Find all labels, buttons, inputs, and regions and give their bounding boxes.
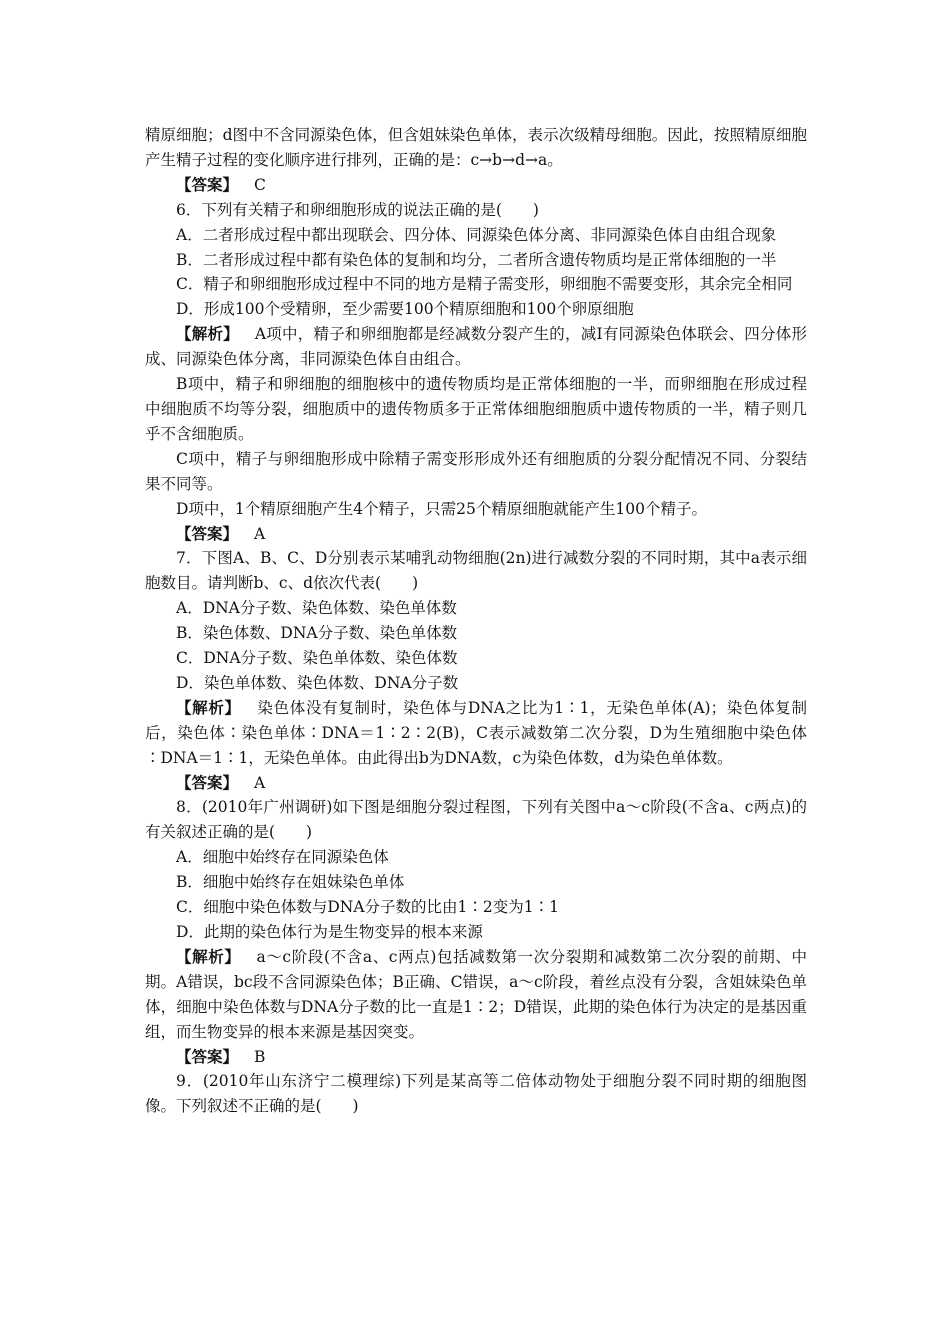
question-stem [145,546,807,596]
paragraph-text: D项中，1个精原细胞产生4个精子，只需25个精原细胞就能产生100个精子。 [176,499,707,518]
question-stem [145,198,807,223]
option-paragraph [145,223,807,248]
analysis-label: 【解析】 [176,946,241,966]
paragraph-text: 6．下列有关精子和卵细胞形成的说法正确的是( ) [176,200,539,219]
paragraph-text: B．二者形成过程中都有染色体的复制和均分，二者所含遗传物质均是正常体细胞的一半 [176,250,777,269]
analysis-paragraph [145,696,807,771]
option-paragraph [145,646,807,671]
paragraph-text: 8．(2010年广州调研)如下图是细胞分裂过程图，下列有关图中a～c阶段(不含a、c两点)的有关叙述正确的是( ) [145,798,807,842]
analysis-paragraph [145,945,807,1045]
paragraph-text: 染色体没有复制时，染色体与DNA之比为1∶1，无染色单体(A)；染色体复制后，染色体∶染色单体∶DNA＝1∶2∶2(B)，C表示减数第二次分裂，D为生殖细胞中染色体∶DNA＝1∶1，无染色单体。由此得出b为DNA数，c为染色体数，d为染色单体数。 [145,698,807,767]
answer-label: 【答案】 [176,174,239,194]
answer-value: C [254,175,266,194]
paragraph-text: D．形成100个受精卵，至少需要100个精原细胞和100个卵原细胞 [176,300,634,319]
paragraph-text: B．染色体数、DNA分子数、染色单体数 [176,624,458,643]
answer-value: B [254,1047,266,1066]
paragraph-text: C．精子和卵细胞形成过程中不同的地方是精子需变形，卵细胞不需要变形，其余完全相同 [176,275,793,294]
paragraph-text: A．DNA分子数、染色体数、染色单体数 [176,599,457,618]
option-paragraph [145,895,807,920]
paragraph-text: 7．下图A、B、C、D分别表示某哺乳动物细胞(2n)进行减数分裂的不同时期，其中a表示细胞数目。请判断b、c、d依次代表( ) [145,549,807,593]
document-body [145,123,807,1119]
paragraph-text: A．细胞中始终存在同源染色体 [176,848,389,867]
option-paragraph [145,845,807,870]
paragraph-text: A．二者形成过程中都出现联会、四分体、同源染色体分离、非同源染色体自由组合现象 [176,225,777,244]
paragraph-text: A项中，精子和卵细胞都是经减数分裂产生的，减Ⅰ有同源染色体联会、四分体形成、同源染色体分离，非同源染色体自由组合。 [145,325,807,369]
option-paragraph [145,272,807,297]
answer-label: 【答案】 [176,1046,239,1066]
paragraph-text: D．此期的染色体行为是生物变异的根本来源 [176,923,483,941]
paragraph [145,447,807,497]
answer-paragraph [145,1045,807,1070]
option-paragraph [145,920,807,945]
paragraph-text: C项中，精子与卵细胞形成中除精子需变形形成外还有细胞质的分裂分配情况不同、分裂结果不同等。 [145,449,807,493]
paragraph-text: C．DNA分子数、染色单体数、染色体数 [176,649,458,668]
answer-paragraph [145,173,807,198]
answer-label: 【答案】 [176,772,239,792]
analysis-label: 【解析】 [176,324,239,344]
answer-paragraph [145,522,807,547]
paragraph-text: a～c阶段(不含a、c两点)包括减数第一次分裂期和减数第二次分裂的前期、中期。A错误，bc段不含同源染色体；B正确、C错误，a～c阶段，着丝点没有分裂，含姐妹染色单体，细胞中染色体数与DNA分子数的比一直是1∶2；D错误，此期的染色体行为决定的是基因重组，而生物变异的根本来源是基因突变。 [145,947,807,1041]
paragraph-text: D．染色单体数、染色体数、DNA分子数 [176,673,459,692]
option-paragraph [145,870,807,895]
paragraph-text: B．细胞中始终存在姐妹染色单体 [176,873,405,892]
option-paragraph [145,621,807,646]
paragraph [145,497,807,522]
answer-value: A [254,524,266,543]
paragraph [145,372,807,447]
analysis-paragraph [145,322,807,372]
paragraph-text: 精原细胞；d图中不含同源染色体，但含姐妹染色单体，表示次级精母细胞。因此，按照精原细胞产生精子过程的变化顺序进行排列，正确的是：c→b→d→a。 [145,126,807,169]
option-paragraph [145,596,807,621]
answer-value: A [254,773,266,792]
paragraph [145,123,807,173]
answer-paragraph [145,771,807,796]
option-paragraph [145,297,807,322]
question-stem [145,795,807,845]
option-paragraph [145,248,807,273]
paragraph-text: B项中，精子和卵细胞的细胞核中的遗传物质均是正常体细胞的一半，而卵细胞在形成过程中细胞质不均等分裂，细胞质中的遗传物质多于正常体细胞细胞质中遗传物质的一半，精子则几乎不含细胞质。 [145,375,807,443]
paragraph-text: 9．(2010年山东济宁二模理综)下列是某高等二倍体动物处于细胞分裂不同时期的细胞图像。下列叙述不正确的是( ) [145,1072,807,1116]
answer-label: 【答案】 [176,523,239,543]
question-stem [145,1069,807,1119]
analysis-label: 【解析】 [176,697,241,717]
option-paragraph [145,671,807,696]
paragraph-text: C．细胞中染色体数与DNA分子数的比由1∶2变为1∶1 [176,898,559,917]
